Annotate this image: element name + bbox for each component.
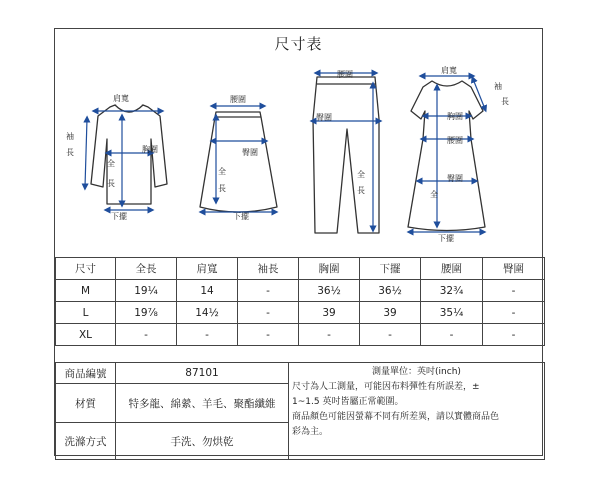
header-cell: 肩寬 — [177, 258, 238, 280]
table-row — [56, 280, 545, 302]
value-cell: - — [177, 324, 238, 346]
value-cell: - — [238, 324, 299, 346]
size-table-header — [56, 258, 545, 280]
pants-diagram — [313, 69, 379, 233]
top-sleeve-label-1: 袖 — [66, 132, 74, 141]
pants-length-label-2: 長 — [357, 186, 365, 195]
skirt-length-label-2: 長 — [218, 184, 226, 193]
skirt-length-label-1: 全 — [218, 167, 226, 176]
wash-label: 洗滌方式 — [56, 423, 116, 460]
size-table — [55, 257, 545, 346]
value-cell: 32¾ — [421, 280, 483, 302]
material-value: 特多龍、綿縈、羊毛、聚酯纖維 — [116, 384, 289, 423]
note-line: 1~1.5 英吋皆屬正常範圍。 — [292, 397, 404, 407]
value-cell: 39 — [360, 302, 421, 324]
top-shoulder-label: 肩寬 — [113, 94, 129, 103]
value-cell: - — [421, 324, 483, 346]
header-cell: 胸圍 — [299, 258, 360, 280]
dress-hip-label: 臀圍 — [447, 174, 463, 183]
top-chest-label: 胸圍 — [142, 145, 158, 154]
value-cell: 19¼ — [116, 280, 177, 302]
top-length-label-1: 全 — [107, 159, 115, 168]
product-no-row — [56, 363, 545, 384]
skirt-waist-label: 腰圍 — [230, 95, 246, 104]
value-cell: 36½ — [360, 280, 421, 302]
dress-length-label: 全 — [430, 190, 438, 199]
dress-diagram — [408, 65, 509, 243]
top-sleeve-label-2: 長 — [66, 148, 74, 157]
value-cell: 36½ — [299, 280, 360, 302]
header-cell: 臀圍 — [483, 258, 545, 280]
value-cell: - — [238, 302, 299, 324]
table-row — [56, 302, 545, 324]
top-diagram — [66, 93, 167, 221]
size-cell: M — [56, 280, 116, 302]
header-cell: 腰圍 — [421, 258, 483, 280]
note-line: 尺寸為人工測量，可能因布料彈性有所誤差，± — [292, 382, 480, 392]
measurement-notes — [289, 363, 545, 460]
value-cell: - — [238, 280, 299, 302]
size-cell: XL — [56, 324, 116, 346]
value-cell: - — [483, 302, 545, 324]
skirt-hem-label: 下擺 — [233, 212, 249, 221]
dress-waist-label: 腰圍 — [447, 136, 463, 145]
size-chart-frame — [54, 28, 543, 456]
value-cell: - — [483, 324, 545, 346]
dress-sleeve-label-2: 長 — [501, 97, 509, 106]
product-no-value: 87101 — [116, 363, 289, 384]
value-cell: 14½ — [177, 302, 238, 324]
wash-value: 手洗、勿烘乾 — [116, 423, 289, 460]
dress-sleeve-label-1: 袖 — [494, 82, 502, 91]
table-row — [56, 324, 545, 346]
value-cell: 19⅞ — [116, 302, 177, 324]
header-cell: 下擺 — [360, 258, 421, 280]
pants-length-label-1: 全 — [357, 170, 365, 179]
pants-waist-label: 腰圍 — [337, 70, 353, 79]
skirt-diagram — [200, 94, 277, 221]
dress-shoulder-label: 肩寬 — [441, 66, 457, 75]
value-cell: 14 — [177, 280, 238, 302]
value-cell: 35¼ — [421, 302, 483, 324]
value-cell: - — [299, 324, 360, 346]
pants-hip-label: 臀圍 — [316, 113, 332, 122]
product-info-table — [55, 362, 545, 460]
header-cell: 尺寸 — [56, 258, 116, 280]
header-cell: 全長 — [116, 258, 177, 280]
value-cell: - — [116, 324, 177, 346]
dress-chest-label: 胸圍 — [447, 112, 463, 121]
dress-hem-label: 下擺 — [438, 234, 454, 243]
product-no-label: 商品編號 — [56, 363, 116, 384]
top-length-label-2: 長 — [107, 179, 115, 188]
unit-note: 測量單位：英吋(inch) — [372, 367, 461, 377]
value-cell: - — [483, 280, 545, 302]
value-cell: 39 — [299, 302, 360, 324]
top-hem-label: 下擺 — [111, 212, 127, 221]
material-label: 材質 — [56, 384, 116, 423]
header-cell: 袖長 — [238, 258, 299, 280]
note-line: 彩為主。 — [292, 427, 329, 437]
note-line: 商品顏色可能因螢幕不同有所差異，請以實體商品色 — [292, 412, 500, 422]
chart-title: 尺寸表 — [274, 35, 323, 53]
size-cell: L — [56, 302, 116, 324]
garment-diagrams — [55, 29, 544, 257]
value-cell: - — [360, 324, 421, 346]
skirt-hip-label: 臀圍 — [242, 148, 258, 157]
